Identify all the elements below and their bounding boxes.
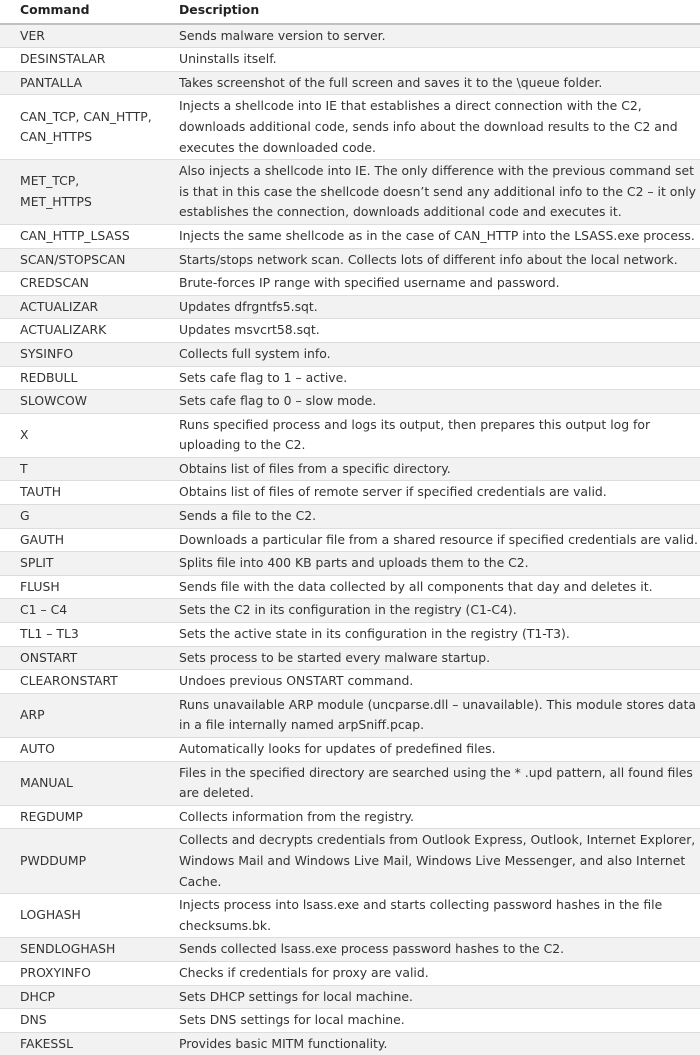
table-row bbox=[0, 505, 700, 529]
description-cell: Provides basic MITM functionality. bbox=[160, 1032, 700, 1055]
command-cell: SPLIT bbox=[0, 552, 160, 576]
command-cell: MET_TCP, MET_HTTPS bbox=[0, 160, 160, 225]
command-cell: PANTALLA bbox=[0, 71, 160, 95]
table-row bbox=[0, 319, 700, 343]
header-row bbox=[0, 0, 700, 24]
description-cell: Sends a file to the C2. bbox=[160, 505, 700, 529]
description-cell: Runs specified process and logs its output, then prepares this output log for uploading to the C2. bbox=[160, 413, 700, 457]
description-cell: Sets cafe flag to 1 – active. bbox=[160, 366, 700, 390]
table-row bbox=[0, 961, 700, 985]
table-row bbox=[0, 160, 700, 225]
description-cell: Collects and decrypts credentials from Outlook Express, Outlook, Internet Explorer, Windows Mail and Windows Live Mail, Windows Live Messenger, and also Internet Cache. bbox=[160, 829, 700, 894]
column-header-command: Command bbox=[0, 0, 160, 24]
table-row bbox=[0, 481, 700, 505]
description-cell: Collects information from the registry. bbox=[160, 805, 700, 829]
description-cell: Collects full system info. bbox=[160, 342, 700, 366]
command-cell: SYSINFO bbox=[0, 342, 160, 366]
command-cell: CAN_HTTP_LSASS bbox=[0, 224, 160, 248]
description-cell: Updates msvcrt58.sqt. bbox=[160, 319, 700, 343]
command-cell: G bbox=[0, 505, 160, 529]
command-cell: LOGHASH bbox=[0, 894, 160, 938]
description-cell: Downloads a particular file from a shared resource if specified credentials are valid. bbox=[160, 528, 700, 552]
command-cell: FAKESSL bbox=[0, 1032, 160, 1055]
table-row bbox=[0, 24, 700, 48]
description-cell: Also injects a shellcode into IE. The only difference with the previous command set is that in this case the shellcode doesn’t send any additional info to the C2 – it only establishes the connection, downloads additional code and executes it. bbox=[160, 160, 700, 225]
command-cell: TAUTH bbox=[0, 481, 160, 505]
description-cell: Injects the same shellcode as in the case of CAN_HTTP into the LSASS.exe process. bbox=[160, 224, 700, 248]
table-row bbox=[0, 366, 700, 390]
table-row bbox=[0, 599, 700, 623]
command-cell: REGDUMP bbox=[0, 805, 160, 829]
command-cell: MANUAL bbox=[0, 761, 160, 805]
table-row bbox=[0, 938, 700, 962]
command-cell: SCAN/STOPSCAN bbox=[0, 248, 160, 272]
description-cell: Injects a shellcode into IE that establishes a direct connection with the C2, downloads additional code, sends info about the download results to the C2 and executes the downloaded code. bbox=[160, 95, 700, 160]
table-row bbox=[0, 623, 700, 647]
table-row bbox=[0, 829, 700, 894]
description-cell: Obtains list of files of remote server if specified credentials are valid. bbox=[160, 481, 700, 505]
description-cell: Injects process into lsass.exe and starts collecting password hashes in the file checksums.bk. bbox=[160, 894, 700, 938]
description-cell: Brute-forces IP range with specified username and password. bbox=[160, 272, 700, 296]
description-cell: Sets DHCP settings for local machine. bbox=[160, 985, 700, 1009]
command-cell: ACTUALIZAR bbox=[0, 295, 160, 319]
description-cell: Undoes previous ONSTART command. bbox=[160, 670, 700, 694]
command-cell: T bbox=[0, 457, 160, 481]
table-row bbox=[0, 738, 700, 762]
table-row bbox=[0, 71, 700, 95]
command-cell: DNS bbox=[0, 1009, 160, 1033]
table-body bbox=[0, 24, 700, 1055]
command-cell: AUTO bbox=[0, 738, 160, 762]
table-row bbox=[0, 894, 700, 938]
description-cell: Automatically looks for updates of predefined files. bbox=[160, 738, 700, 762]
command-cell: ARP bbox=[0, 693, 160, 737]
table-row bbox=[0, 1009, 700, 1033]
description-cell: Sends file with the data collected by all components that day and deletes it. bbox=[160, 575, 700, 599]
description-cell: Starts/stops network scan. Collects lots of different info about the local network. bbox=[160, 248, 700, 272]
description-cell: Runs unavailable ARP module (uncparse.dll – unavailable). This module stores data in a file internally named arpSniff.pcap. bbox=[160, 693, 700, 737]
description-cell: Updates dfrgntfs5.sqt. bbox=[160, 295, 700, 319]
table-header bbox=[0, 0, 700, 24]
description-cell: Uninstalls itself. bbox=[160, 48, 700, 72]
command-cell: CAN_TCP, CAN_HTTP, CAN_HTTPS bbox=[0, 95, 160, 160]
description-cell: Sends collected lsass.exe process password hashes to the C2. bbox=[160, 938, 700, 962]
table-row bbox=[0, 646, 700, 670]
command-cell: CLEARONSTART bbox=[0, 670, 160, 694]
command-cell: DHCP bbox=[0, 985, 160, 1009]
table-row bbox=[0, 390, 700, 414]
command-cell: C1 – C4 bbox=[0, 599, 160, 623]
table-row bbox=[0, 342, 700, 366]
table-row bbox=[0, 528, 700, 552]
table-row bbox=[0, 95, 700, 160]
description-cell: Sends malware version to server. bbox=[160, 24, 700, 48]
column-header-description: Description bbox=[160, 0, 700, 24]
command-cell: TL1 – TL3 bbox=[0, 623, 160, 647]
table-row bbox=[0, 48, 700, 72]
command-cell: SENDLOGHASH bbox=[0, 938, 160, 962]
description-cell: Takes screenshot of the full screen and saves it to the \queue folder. bbox=[160, 71, 700, 95]
table-row bbox=[0, 457, 700, 481]
table-row bbox=[0, 670, 700, 694]
command-cell: REDBULL bbox=[0, 366, 160, 390]
description-cell: Sets process to be started every malware startup. bbox=[160, 646, 700, 670]
command-cell: GAUTH bbox=[0, 528, 160, 552]
table-row bbox=[0, 761, 700, 805]
table-row bbox=[0, 575, 700, 599]
description-cell: Obtains list of files from a specific directory. bbox=[160, 457, 700, 481]
command-cell: DESINSTALAR bbox=[0, 48, 160, 72]
table-row bbox=[0, 985, 700, 1009]
command-cell: CREDSCAN bbox=[0, 272, 160, 296]
table-row bbox=[0, 272, 700, 296]
description-cell: Splits file into 400 KB parts and uploads them to the C2. bbox=[160, 552, 700, 576]
table-row bbox=[0, 805, 700, 829]
command-cell: X bbox=[0, 413, 160, 457]
command-cell: PWDDUMP bbox=[0, 829, 160, 894]
table-row bbox=[0, 552, 700, 576]
description-cell: Sets cafe flag to 0 – slow mode. bbox=[160, 390, 700, 414]
command-cell: FLUSH bbox=[0, 575, 160, 599]
description-cell: Sets the C2 in its configuration in the registry (C1-C4). bbox=[160, 599, 700, 623]
command-cell: VER bbox=[0, 24, 160, 48]
command-cell: ACTUALIZARK bbox=[0, 319, 160, 343]
command-cell: ONSTART bbox=[0, 646, 160, 670]
table-row bbox=[0, 413, 700, 457]
table-row bbox=[0, 693, 700, 737]
table-row bbox=[0, 224, 700, 248]
command-cell: PROXYINFO bbox=[0, 961, 160, 985]
table-row bbox=[0, 295, 700, 319]
table-row bbox=[0, 1032, 700, 1055]
description-cell: Checks if credentials for proxy are valid. bbox=[160, 961, 700, 985]
description-cell: Sets DNS settings for local machine. bbox=[160, 1009, 700, 1033]
description-cell: Sets the active state in its configuration in the registry (T1-T3). bbox=[160, 623, 700, 647]
table-row bbox=[0, 248, 700, 272]
description-cell: Files in the specified directory are searched using the * .upd pattern, all found files are deleted. bbox=[160, 761, 700, 805]
command-cell: SLOWCOW bbox=[0, 390, 160, 414]
